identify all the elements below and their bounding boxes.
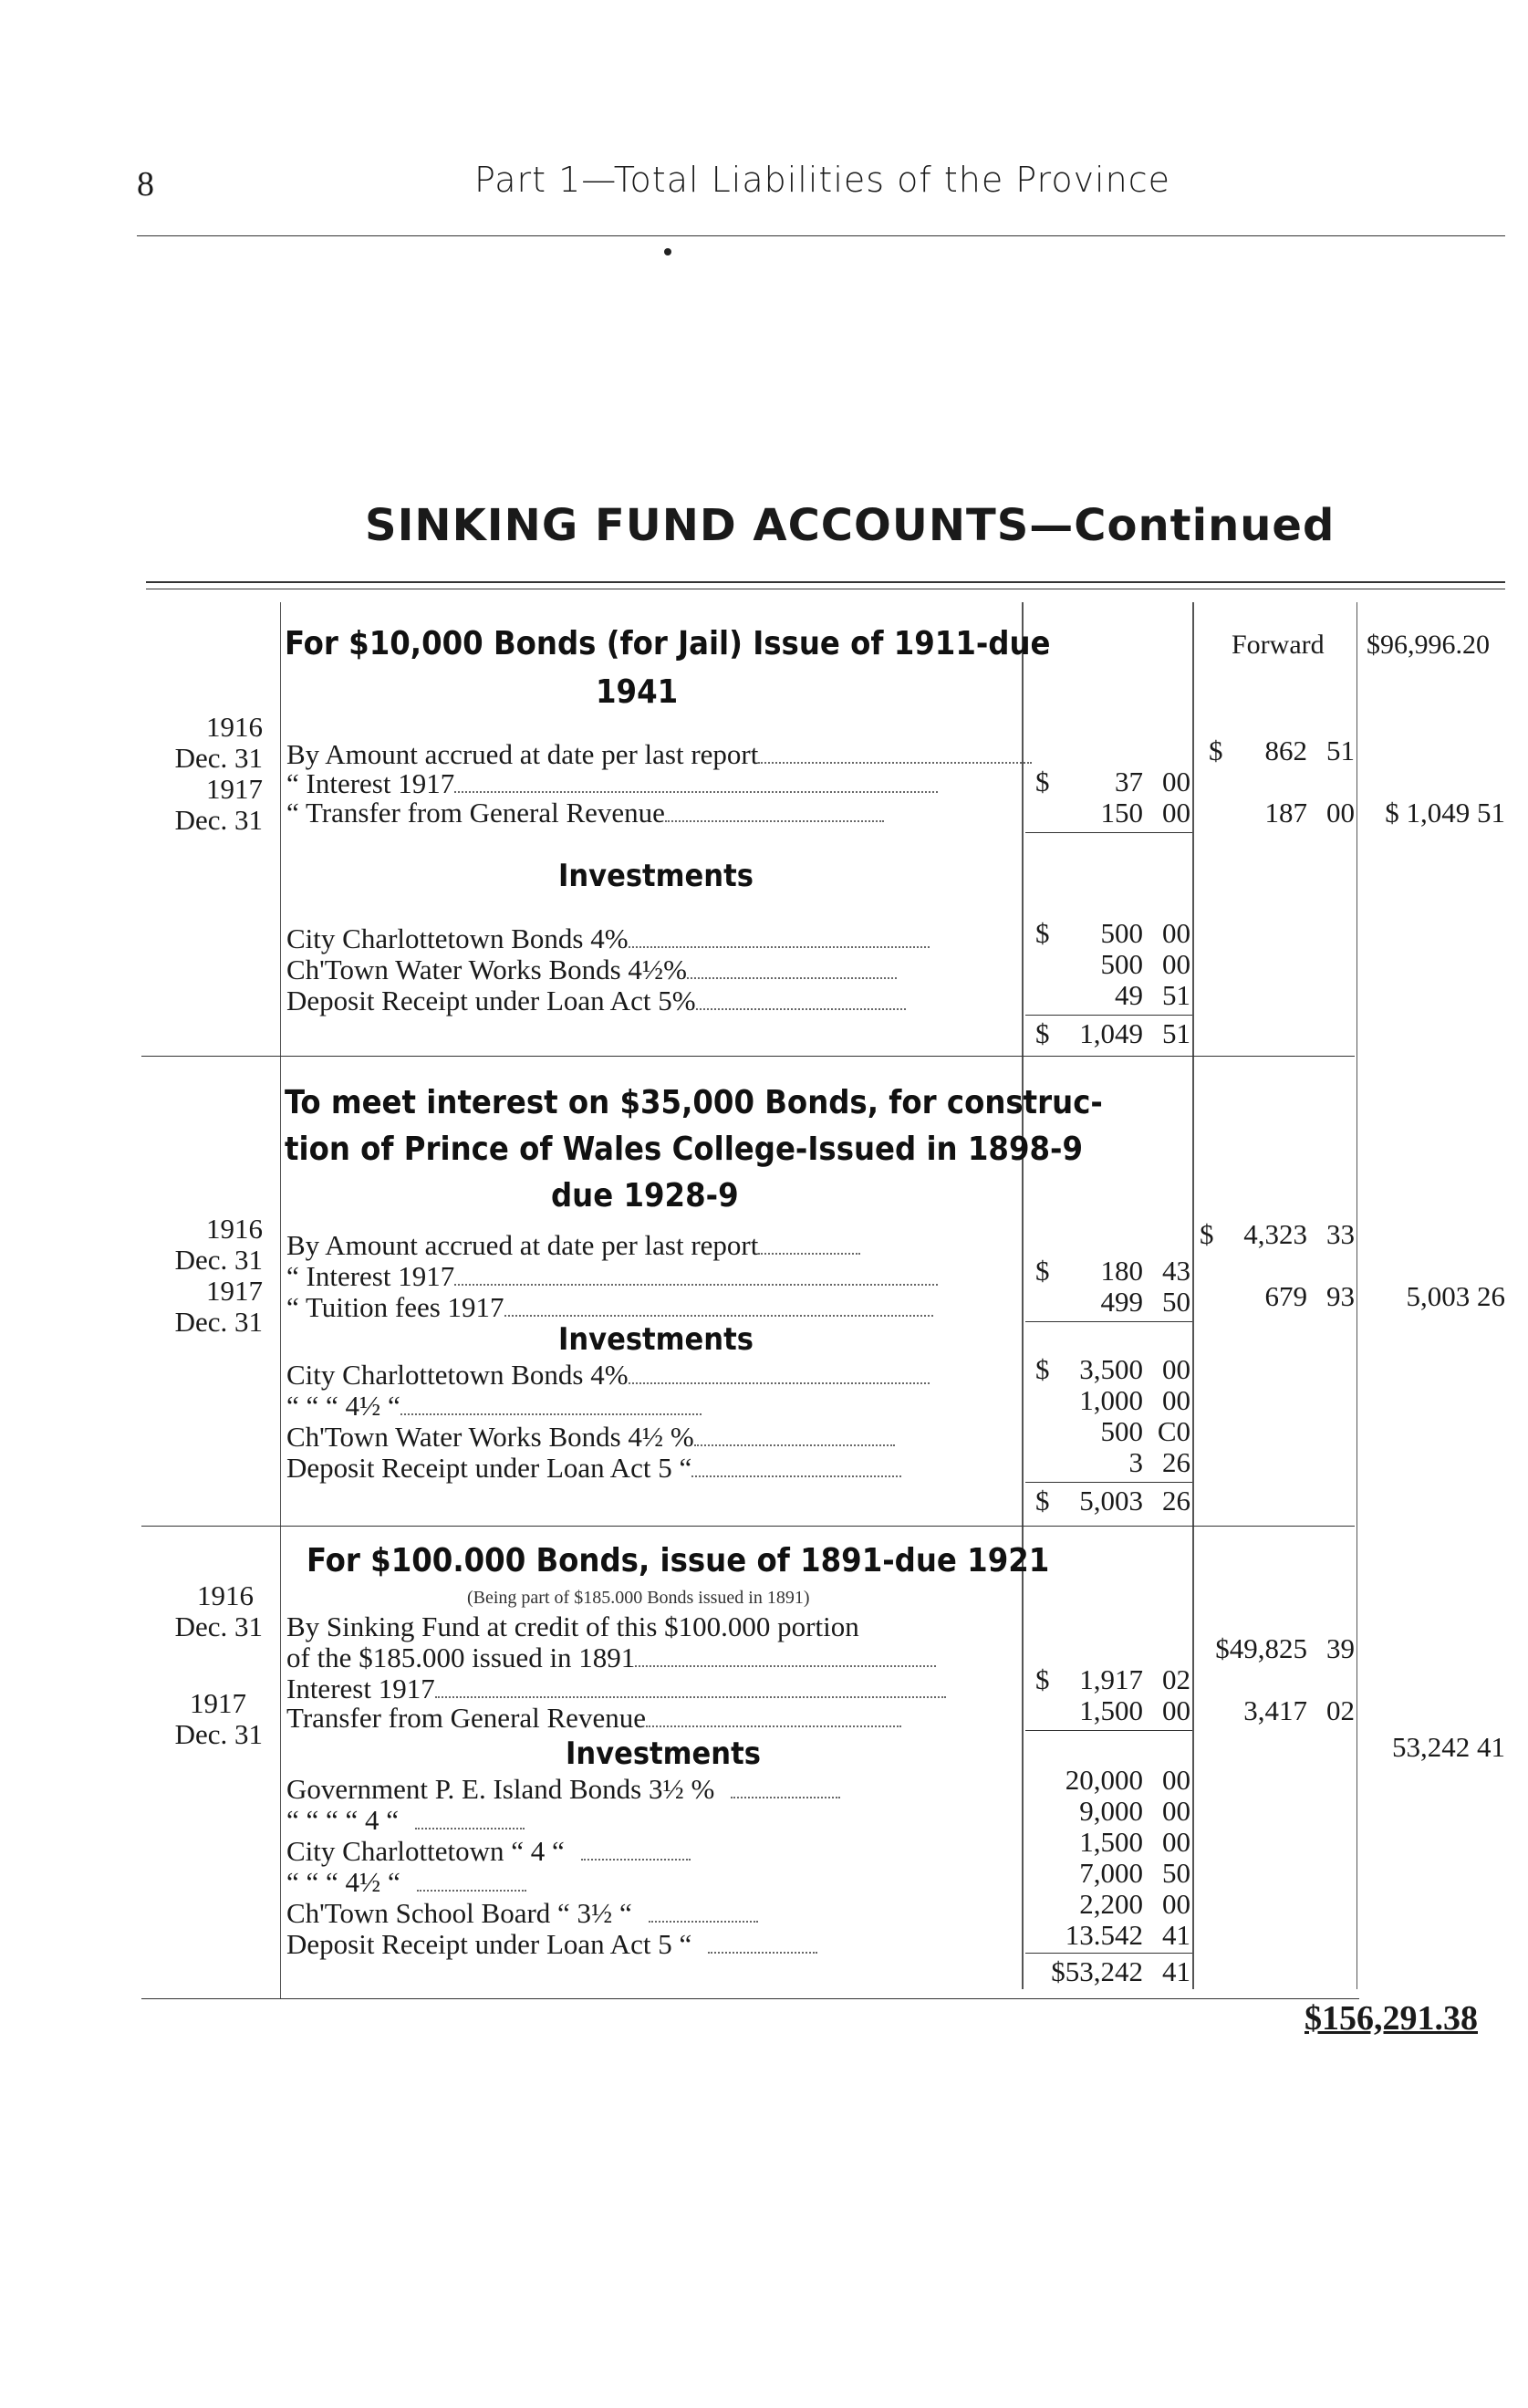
main-title: SINKING FUND ACCOUNTS—Continued bbox=[365, 500, 1336, 551]
date-day: Dec. 31 bbox=[174, 1244, 263, 1276]
section2-title: To meet interest on $35,000 Bonds, for construc- bbox=[285, 1084, 1103, 1121]
amount: $ 180 43 bbox=[1035, 1255, 1190, 1287]
date-year: 1917 bbox=[206, 773, 263, 805]
section1-title: For $10,000 Bonds (for Jail) Issue of 1911-due bbox=[285, 625, 1051, 662]
amount: 499 50 bbox=[1100, 1286, 1190, 1318]
date-day: Dec. 31 bbox=[174, 1718, 263, 1750]
date-day: Dec. 31 bbox=[174, 1611, 263, 1642]
amount: 3,417 02 bbox=[1243, 1694, 1355, 1726]
investments-heading: Investments bbox=[566, 1736, 761, 1772]
header-rule bbox=[137, 235, 1505, 236]
date-year: 1917 bbox=[206, 1275, 263, 1307]
investment-row: City Charlottetown Bonds 4% bbox=[286, 923, 930, 954]
investment-total-rule bbox=[1025, 1015, 1192, 1016]
investment-row: “ “ “ 4½ “ bbox=[286, 1867, 526, 1898]
amount: 1,500 00 bbox=[1079, 1694, 1190, 1726]
amount: 7,000 50 bbox=[1079, 1857, 1190, 1889]
amount: 1,000 00 bbox=[1079, 1384, 1190, 1416]
investment-row: Ch'Town Water Works Bonds 4½ % bbox=[286, 1422, 895, 1453]
section-divider bbox=[141, 1998, 1359, 1999]
section1-title-line2: 1941 bbox=[596, 673, 679, 711]
column-divider-3 bbox=[1356, 602, 1357, 1989]
amount: 2,200 00 bbox=[1079, 1888, 1190, 1920]
amount: 150 00 bbox=[1100, 797, 1190, 829]
column-divider-dates bbox=[280, 602, 281, 1998]
section-total: $ 1,049 51 bbox=[1385, 797, 1505, 829]
investment-row: City Charlottetown Bonds 4% bbox=[286, 1360, 930, 1391]
amount: 49 51 bbox=[1115, 979, 1190, 1011]
entry-row: By Amount accrued at date per last report bbox=[286, 1230, 860, 1261]
subtotal-rule bbox=[1025, 832, 1192, 833]
title-rule-1 bbox=[146, 581, 1505, 583]
date-year: 1916 bbox=[206, 711, 263, 743]
investment-row: Government P. E. Island Bonds 3½ % bbox=[286, 1774, 840, 1805]
entry-row: “ Interest 1917 bbox=[286, 768, 938, 799]
page-number: 8 bbox=[137, 165, 154, 203]
amount: 500 C0 bbox=[1100, 1415, 1190, 1447]
investments-heading: Investments bbox=[558, 1321, 754, 1358]
amount: 20,000 00 bbox=[1065, 1764, 1190, 1796]
entry-row: Interest 1917 bbox=[286, 1673, 946, 1704]
investment-row: “ “ “ “ 4 “ bbox=[286, 1805, 525, 1836]
column-divider-2 bbox=[1192, 602, 1194, 1989]
amount: 1,500 00 bbox=[1079, 1826, 1190, 1858]
date-year: 1916 bbox=[206, 1213, 263, 1245]
subtotal-rule bbox=[1025, 1321, 1192, 1322]
amount: $ 37 00 bbox=[1035, 766, 1190, 797]
entry-row: of the $185.000 issued in 1891 bbox=[286, 1642, 936, 1673]
section-divider bbox=[141, 1526, 1355, 1527]
amount: $ 862 51 bbox=[1209, 735, 1355, 766]
entry-row: “ Tuition fees 1917 bbox=[286, 1292, 933, 1323]
date-day: Dec. 31 bbox=[174, 742, 263, 774]
investment-row: Deposit Receipt under Loan Act 5 “ bbox=[286, 1929, 817, 1960]
section3-note: (Being part of $185.000 Bonds issued in 1891) bbox=[467, 1588, 810, 1608]
forward-amount: $96,996.20 bbox=[1367, 630, 1490, 660]
section2-title-line3: due 1928-9 bbox=[551, 1177, 739, 1214]
investment-row: Deposit Receipt under Loan Act 5 “ bbox=[286, 1453, 901, 1484]
section3-title: For $100.000 Bonds, issue of 1891-due 1921 bbox=[307, 1542, 1050, 1579]
date-day: Dec. 31 bbox=[174, 804, 263, 836]
entry-row: Transfer from General Revenue bbox=[286, 1703, 901, 1734]
forward-label: Forward bbox=[1232, 630, 1325, 660]
amount: $ 1,917 02 bbox=[1035, 1663, 1190, 1695]
investment-row: “ “ “ 4½ “ bbox=[286, 1391, 702, 1422]
amount: 187 00 bbox=[1264, 797, 1355, 829]
entry-row: “ Transfer from General Revenue bbox=[286, 797, 884, 829]
amount: 679 93 bbox=[1264, 1280, 1355, 1312]
entry-row: “ Interest 1917 bbox=[286, 1261, 938, 1292]
amount: $49,825 39 bbox=[1215, 1632, 1355, 1664]
investment-row: Deposit Receipt under Loan Act 5% bbox=[286, 985, 906, 1016]
amount: 3 26 bbox=[1128, 1446, 1190, 1478]
entry-row: By Amount accrued at date per last report bbox=[286, 739, 1032, 770]
amount: $ 4,323 33 bbox=[1200, 1218, 1355, 1250]
amount: $ 3,500 00 bbox=[1035, 1353, 1190, 1385]
date-year: 1916 bbox=[197, 1579, 254, 1611]
amount: 13.542 41 bbox=[1065, 1919, 1190, 1951]
section-total: 5,003 26 bbox=[1406, 1280, 1505, 1312]
investment-row: Ch'Town School Board “ 3½ “ bbox=[286, 1898, 758, 1929]
section2-title-line2: tion of Prince of Wales College-Issued in 1898-9 bbox=[285, 1131, 1084, 1168]
investment-total-rule bbox=[1025, 1482, 1192, 1483]
investment-total-rule bbox=[1025, 1953, 1192, 1954]
section-divider bbox=[141, 1056, 1355, 1057]
investment-total: $ 1,049 51 bbox=[1035, 1017, 1190, 1049]
column-divider-1 bbox=[1022, 602, 1024, 1989]
investment-row: Ch'Town Water Works Bonds 4½% bbox=[286, 954, 897, 985]
entry-row: By Sinking Fund at credit of this $100.000 portion bbox=[286, 1611, 859, 1642]
investments-heading: Investments bbox=[558, 858, 754, 894]
ink-dot bbox=[664, 248, 671, 255]
investment-row: City Charlottetown “ 4 “ bbox=[286, 1836, 691, 1867]
subtotal-rule bbox=[1025, 1730, 1192, 1731]
date-year: 1917 bbox=[190, 1687, 246, 1719]
amount: 9,000 00 bbox=[1079, 1795, 1190, 1827]
section-total: 53,242 41 bbox=[1392, 1731, 1505, 1763]
investment-total: $ 5,003 26 bbox=[1035, 1485, 1190, 1517]
amount: $ 500 00 bbox=[1035, 917, 1190, 949]
page-header-title: Part 1—Total Liabilities of the Province bbox=[474, 160, 1170, 200]
grand-total: $156,291.38 bbox=[1305, 1999, 1478, 2038]
date-day: Dec. 31 bbox=[174, 1306, 263, 1338]
investment-total: $53,242 41 bbox=[1051, 1955, 1190, 1987]
amount: 500 00 bbox=[1100, 948, 1190, 980]
